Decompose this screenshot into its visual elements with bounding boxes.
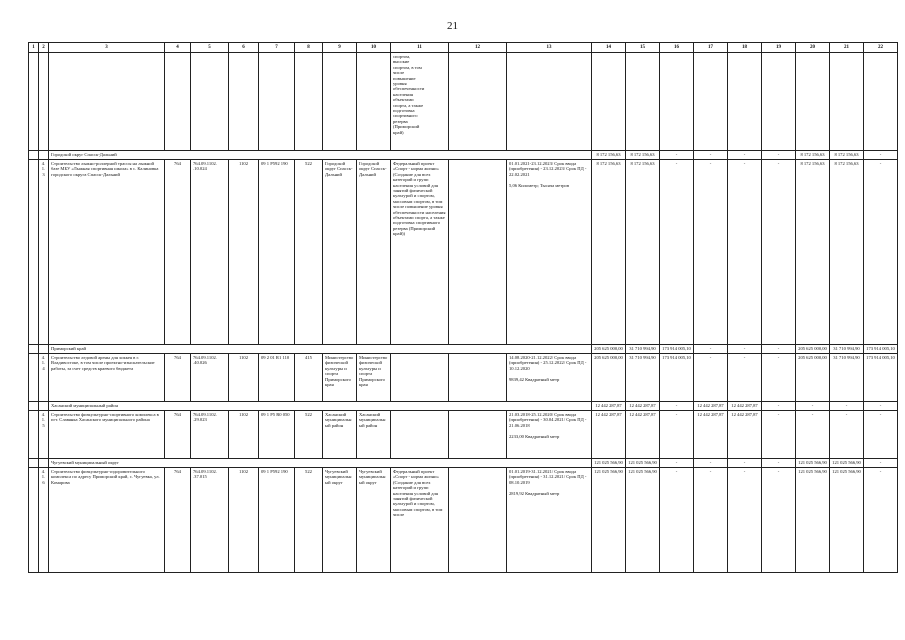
- item-empty: [449, 411, 507, 459]
- item-code: 764: [165, 160, 191, 345]
- column-header: 12: [449, 43, 507, 53]
- item-dates-capacity: 21.03.2018-25.12.2020/ Срок ввода (приобретения) - 30.04.2021/ Срок ПД - 21.06.2018 2233,00 Квадратный метр: [507, 411, 592, 459]
- item-section-code: 1102: [229, 354, 259, 402]
- section-amount: -: [728, 459, 762, 468]
- item-code: 764: [165, 468, 191, 573]
- section-amount: 31 710 994,90: [830, 345, 864, 354]
- budget-table: [28, 42, 898, 573]
- item-project: Федеральный проект «Спорт - норма жизни» (Создание для всех категорий и групп населения условий для занятий физической культурой и спортом, массовым спортом, в том числе повышение уровня обеспеченности населения объектами спорта, а также подготовка спортивного резерва (Приморский край)): [391, 160, 449, 345]
- item-recipient: Городской округ Спасск-Дальний: [357, 160, 391, 345]
- column-header: 6: [229, 43, 259, 53]
- section-label: Приморский край: [49, 345, 592, 354]
- item-customer: Чугуевский муниципальный округ: [323, 468, 357, 573]
- item-number: 4.1.3: [39, 160, 49, 345]
- item-amount: 205 625 000,00: [592, 354, 626, 402]
- item-amount: -: [762, 160, 796, 345]
- section-amount: -: [728, 345, 762, 354]
- item-customer: Городской округ Спасск-Дальний: [323, 160, 357, 345]
- column-header: 9: [323, 43, 357, 53]
- item-amount: 173 914 005,10: [864, 354, 898, 402]
- column-header: 14: [592, 43, 626, 53]
- item-expense-type: 522: [295, 160, 323, 345]
- section-amount: 8 172 156,63: [626, 151, 660, 160]
- item-name: Строительство физкультурно-спортивного комплекса в пгт. Славянка Хасанского муниципального района: [49, 411, 165, 459]
- item-dates-capacity: 14.08.2020-21.12.2022/ Срок ввода (приобретения) - 25.12.2022/ Срок ПД - 10.12.2020 9839,42 Квадратный метр: [507, 354, 592, 402]
- item-expense-type: 522: [295, 411, 323, 459]
- item-amount: -: [762, 411, 796, 459]
- section-amount: 173 914 005,10: [660, 345, 694, 354]
- item-amount: -: [728, 468, 762, 573]
- item-row: [29, 468, 898, 573]
- column-header: 8: [295, 43, 323, 53]
- section-amount: 173 914 005,10: [864, 345, 898, 354]
- column-header: 2: [39, 43, 49, 53]
- section-amount: -: [694, 151, 728, 160]
- item-dates-capacity: 01.01.2021-23.12.2023/ Срок ввода (приобретения) - 23.12.2023/ Срок ПД - 22.02.2021 5,06 Километр; Тысяча метров: [507, 160, 592, 345]
- item-amount: -: [830, 411, 864, 459]
- column-header: 22: [864, 43, 898, 53]
- page-number: 21: [447, 20, 458, 32]
- section-amount: 12 442 287,87: [694, 402, 728, 411]
- item-amount: -: [694, 468, 728, 573]
- section-amount: 121 025 566,90: [830, 459, 864, 468]
- column-header: 21: [830, 43, 864, 53]
- item-number: 4.1.5: [39, 411, 49, 459]
- item-amount: 12 442 287,87: [626, 411, 660, 459]
- section-amount: -: [762, 459, 796, 468]
- item-empty: [449, 160, 507, 345]
- section-amount: -: [762, 345, 796, 354]
- section-amount: 12 442 287,87: [592, 402, 626, 411]
- item-row: [29, 354, 898, 402]
- item-expense-type: 522: [295, 468, 323, 573]
- item-amount: -: [762, 468, 796, 573]
- item-amount: 12 442 287,87: [728, 411, 762, 459]
- section-amount: -: [660, 402, 694, 411]
- item-amount: 31 710 994,90: [626, 354, 660, 402]
- item-project: Федеральный проект «Спорт - норма жизни» (Создание для всех категорий и групп населения условий для занятий физической культурой и спортом, массовым спортом, в том числе: [391, 468, 449, 573]
- item-amount: -: [728, 160, 762, 345]
- section-amount: 12 442 287,87: [728, 402, 762, 411]
- item-recipient: Министерство физической культуры и спорта Приморского края: [357, 354, 391, 402]
- section-label: Чугуевский муниципальный округ: [49, 459, 592, 468]
- item-row: [29, 411, 898, 459]
- item-amount: -: [864, 468, 898, 573]
- item-empty: [449, 468, 507, 573]
- column-header: 17: [694, 43, 728, 53]
- column-header: 1: [29, 43, 39, 53]
- item-code: 764: [165, 411, 191, 459]
- column-header: 18: [728, 43, 762, 53]
- item-number: 4.1.4: [39, 354, 49, 402]
- item-amount: 31 710 994,90: [830, 354, 864, 402]
- section-amount: -: [694, 459, 728, 468]
- item-amount: -: [660, 411, 694, 459]
- section-amount: 205 625 000,00: [796, 345, 830, 354]
- item-target-article: 09 2 01 R1 110: [259, 354, 295, 402]
- item-expense-type: 415: [295, 354, 323, 402]
- section-amount: -: [830, 402, 864, 411]
- section-row: [29, 402, 898, 411]
- section-amount: 31 710 994,90: [626, 345, 660, 354]
- section-amount: 121 025 566,90: [796, 459, 830, 468]
- item-recipient: Хасанский муниципальный район: [357, 411, 391, 459]
- item-amount: -: [864, 160, 898, 345]
- item-amount: 121 025 566,90: [796, 468, 830, 573]
- item-amount: 8 172 156,63: [796, 160, 830, 345]
- section-amount: -: [694, 345, 728, 354]
- section-amount: -: [660, 459, 694, 468]
- item-customer: Хасанский муниципальный район: [323, 411, 357, 459]
- column-header: 16: [660, 43, 694, 53]
- item-amount: -: [796, 411, 830, 459]
- item-registry-code: 764.09.1102. .40.026: [191, 354, 229, 402]
- item-amount: 12 442 287,87: [592, 411, 626, 459]
- item-target-article: 09 1 P5 R0 050: [259, 411, 295, 459]
- item-amount: 173 914 005,10: [660, 354, 694, 402]
- column-header: 11: [391, 43, 449, 53]
- column-header: 5: [191, 43, 229, 53]
- item-project: [391, 411, 449, 459]
- item-empty: [449, 354, 507, 402]
- section-row: [29, 345, 898, 354]
- item-code: 764: [165, 354, 191, 402]
- column-header: 13: [507, 43, 592, 53]
- column-header: 7: [259, 43, 295, 53]
- item-target-article: 09 1 P592 190: [259, 468, 295, 573]
- column-header: 20: [796, 43, 830, 53]
- item-amount: -: [728, 354, 762, 402]
- section-amount: 205 625 000,00: [592, 345, 626, 354]
- section-label: Городской округ Спасск-Дальний: [49, 151, 592, 160]
- section-amount: -: [864, 402, 898, 411]
- item-name: Строительство физкультурно-оздоровительного комплекса по адресу Приморский край, с. Чугуевка, ул. Комарова: [49, 468, 165, 573]
- section-amount: -: [864, 151, 898, 160]
- item-name: Строительство ледовой арены для хоккея в г. Владивостоке, в том числе проектно-изыскательские работы, за счет средств краевого бюджета: [49, 354, 165, 402]
- item-amount: -: [762, 354, 796, 402]
- continuation-cell: спортом, высокие спортом, в том числе повышение уровня обеспеченности населения объектами спорта, а также подготовка спортивного резерва (Приморский край): [391, 53, 449, 151]
- item-amount: -: [864, 411, 898, 459]
- column-header: 3: [49, 43, 165, 53]
- item-project: [391, 354, 449, 402]
- item-amount: -: [694, 354, 728, 402]
- item-amount: 121 025 566,90: [830, 468, 864, 573]
- section-row: [29, 459, 898, 468]
- item-amount: -: [660, 468, 694, 573]
- continuation-row: [29, 53, 898, 151]
- item-name: Строительство лыжно-роллерной трассы на лыжной базе МБУ «Лыжная спортивная школа» в с. Калиновка городского округа Спасск-Дальний: [49, 160, 165, 345]
- section-amount: 8 172 156,63: [592, 151, 626, 160]
- header-row: [29, 43, 898, 53]
- column-header: 4: [165, 43, 191, 53]
- item-amount: 205 625 000,00: [796, 354, 830, 402]
- section-amount: -: [728, 151, 762, 160]
- item-section-code: 1102: [229, 160, 259, 345]
- section-amount: -: [796, 402, 830, 411]
- item-amount: 8 172 156,63: [830, 160, 864, 345]
- item-section-code: 1102: [229, 468, 259, 573]
- item-amount: 8 172 156,63: [626, 160, 660, 345]
- section-amount: -: [762, 402, 796, 411]
- item-registry-code: 764.09.1102. .37.015: [191, 468, 229, 573]
- item-amount: 121 025 566,90: [626, 468, 660, 573]
- item-number: 4.1.6: [39, 468, 49, 573]
- item-target-article: 09 1 P592 190: [259, 160, 295, 345]
- item-registry-code: 764.09.1102. .29.023: [191, 411, 229, 459]
- item-registry-code: 764.09.1102. .10.024: [191, 160, 229, 345]
- item-section-code: 1102: [229, 411, 259, 459]
- item-amount: 8 172 156,63: [592, 160, 626, 345]
- item-customer: Министерство физической культуры и спорта Приморского края: [323, 354, 357, 402]
- section-row: [29, 151, 898, 160]
- item-amount: -: [660, 160, 694, 345]
- item-recipient: Чугуевский муниципальный округ: [357, 468, 391, 573]
- section-amount: 121 025 566,90: [626, 459, 660, 468]
- section-amount: 121 025 566,90: [592, 459, 626, 468]
- section-amount: -: [762, 151, 796, 160]
- section-amount: -: [864, 459, 898, 468]
- item-amount: 121 025 566,90: [592, 468, 626, 573]
- section-label: Хасанский муниципальный район: [49, 402, 592, 411]
- section-amount: 8 172 156,63: [830, 151, 864, 160]
- section-amount: 12 442 287,87: [626, 402, 660, 411]
- column-header: 19: [762, 43, 796, 53]
- item-amount: -: [694, 160, 728, 345]
- item-row: [29, 160, 898, 345]
- item-amount: 12 442 287,87: [694, 411, 728, 459]
- section-amount: -: [660, 151, 694, 160]
- column-header: 10: [357, 43, 391, 53]
- section-amount: 8 172 156,63: [796, 151, 830, 160]
- column-header: 15: [626, 43, 660, 53]
- item-dates-capacity: 01.01.2019-31.12.2021/ Срок ввода (приобретения) - 31.12.2021/ Срок ПД - 08.10.2019 2819,92 Квадратный метр: [507, 468, 592, 573]
